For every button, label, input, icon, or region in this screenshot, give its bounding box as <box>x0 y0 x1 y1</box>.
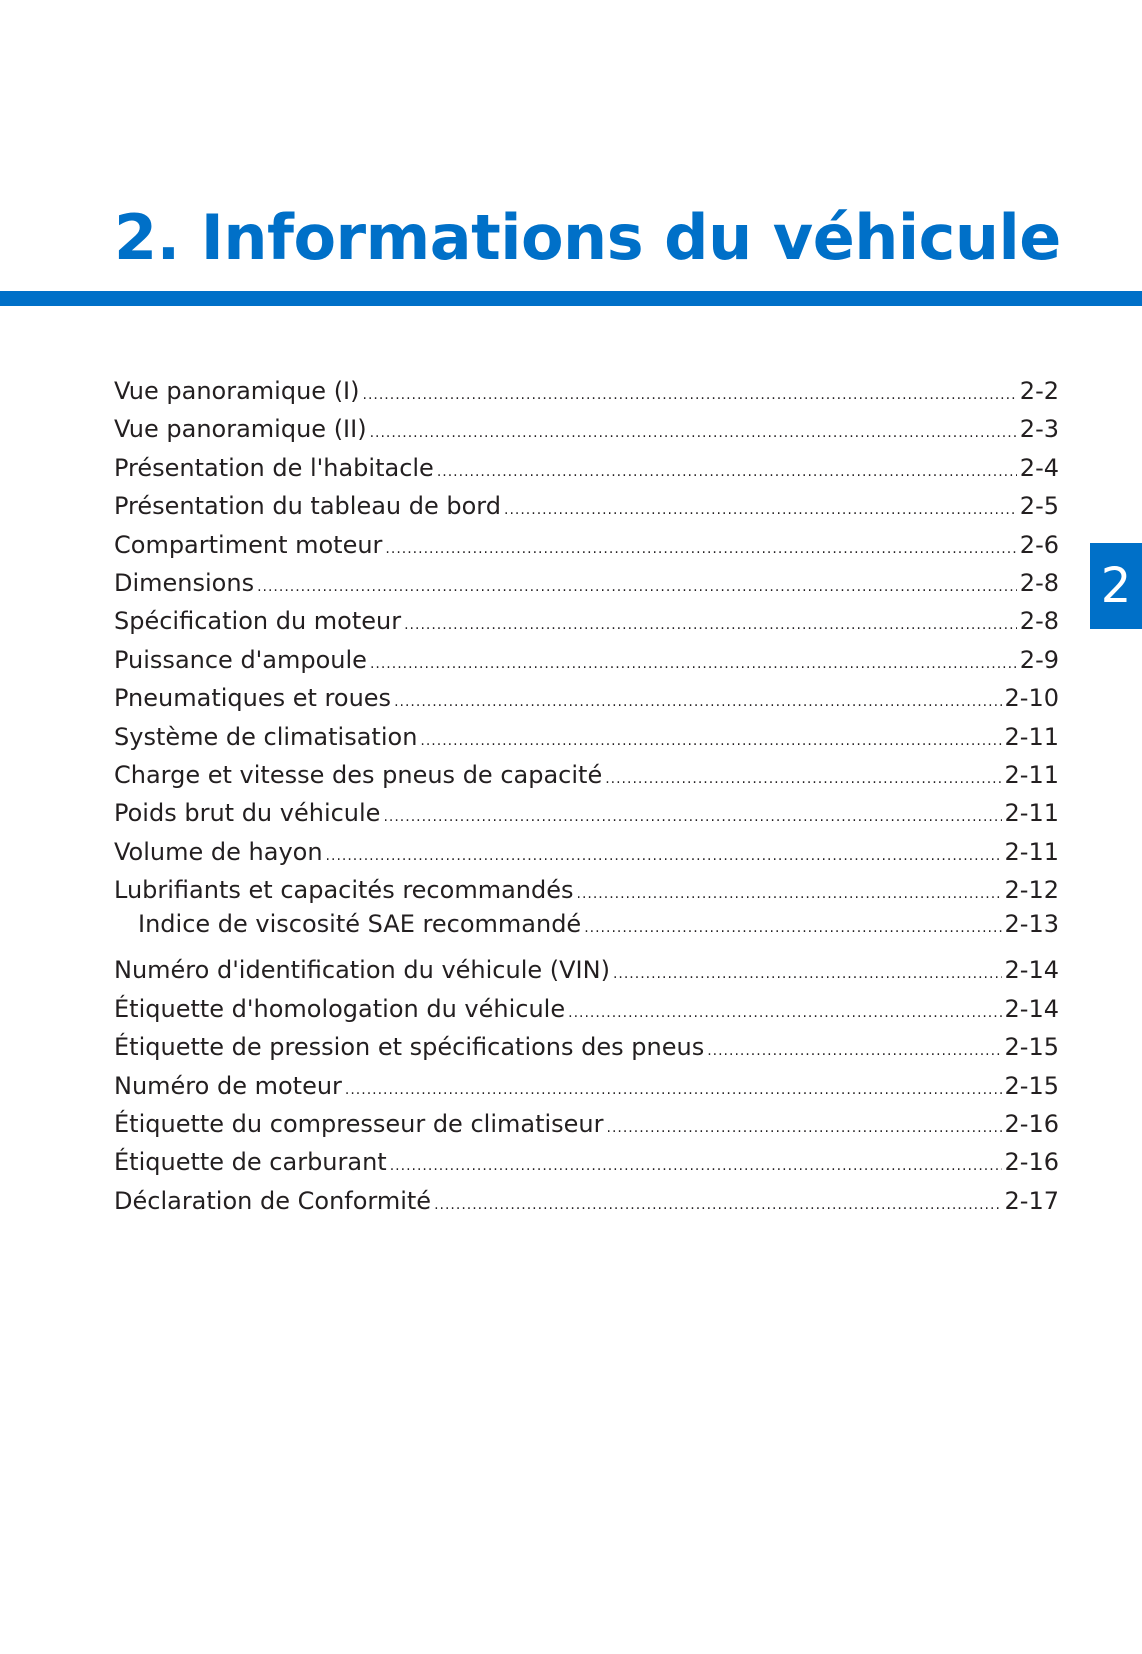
toc-entry-label: Poids brut du véhicule <box>114 799 381 828</box>
toc-entry-page: 2-11 <box>1004 760 1059 789</box>
toc-entry-page: 2-6 <box>1019 530 1059 559</box>
toc-entry-page: 2-3 <box>1019 415 1059 444</box>
toc-entry-page: 2-11 <box>1004 722 1059 751</box>
toc-entry[interactable] <box>114 410 1059 448</box>
toc-dot-leader <box>420 722 1001 760</box>
chapter-title: 2. Informations du véhicule <box>114 201 1061 274</box>
toc-dot-leader <box>390 1147 1002 1185</box>
toc-entry[interactable] <box>114 487 1059 525</box>
toc-subentry[interactable] <box>114 909 1059 939</box>
toc-entry-label: Numéro d'identification du véhicule (VIN) <box>114 956 610 985</box>
toc-entry-label: Indice de viscosité SAE recommandé <box>138 910 582 939</box>
toc-entry-label: Présentation du tableau de bord <box>114 492 501 521</box>
toc-entry-label: Puissance d'ampoule <box>114 645 367 674</box>
toc-entry-page: 2-13 <box>1004 910 1059 939</box>
toc-entry[interactable] <box>114 1143 1059 1181</box>
toc-dot-leader <box>613 955 1002 993</box>
toc-entry-page: 2-16 <box>1004 1110 1059 1139</box>
toc-entry-page: 2-10 <box>1004 684 1059 713</box>
toc-entry[interactable] <box>114 372 1059 410</box>
toc-dot-leader <box>707 1032 1001 1070</box>
toc-entry[interactable] <box>114 1182 1059 1220</box>
toc-entry[interactable] <box>114 756 1059 794</box>
toc-entry[interactable] <box>114 564 1059 602</box>
toc-entry-page: 2-14 <box>1004 994 1059 1023</box>
toc-entry[interactable] <box>114 833 1059 871</box>
toc-entry[interactable] <box>114 718 1059 756</box>
toc-entry-label: Étiquette de carburant <box>114 1148 387 1177</box>
toc-entry-label: Charge et vitesse des pneus de capacité <box>114 760 603 789</box>
toc-entry[interactable] <box>114 679 1059 717</box>
toc-dot-leader <box>383 798 1001 836</box>
toc-dot-leader <box>568 994 1001 1032</box>
toc-entry-page: 2-15 <box>1004 1071 1059 1100</box>
toc-entry-page: 2-15 <box>1004 1033 1059 1062</box>
toc-dot-leader <box>504 491 1017 529</box>
toc-entry-page: 2-4 <box>1019 453 1059 482</box>
toc-entry-label: Lubrifiants et capacités recommandés <box>114 876 574 905</box>
toc-entry-label: Étiquette de pression et spécifications des pneus <box>114 1033 705 1062</box>
toc-entry-label: Spécification du moteur <box>114 607 402 636</box>
toc-entry-page: 2-11 <box>1004 799 1059 828</box>
toc-dot-leader <box>605 760 1001 798</box>
toc-entry-page: 2-12 <box>1004 876 1059 905</box>
toc-entry-label: Volume de hayon <box>114 837 323 866</box>
chapter-tab[interactable]: 2 <box>1090 543 1142 629</box>
toc-dot-leader <box>345 1071 1002 1109</box>
toc-entry[interactable] <box>114 1105 1059 1143</box>
toc-entry[interactable] <box>114 641 1059 679</box>
toc-dot-leader <box>257 568 1017 606</box>
toc-entry-page: 2-2 <box>1019 377 1059 405</box>
toc-entry-page: 2-14 <box>1004 956 1059 985</box>
toc-entry-page: 2-5 <box>1019 492 1059 521</box>
toc-entry-page: 2-11 <box>1004 837 1059 866</box>
table-of-contents <box>114 372 1059 1220</box>
toc-dot-leader <box>370 645 1017 683</box>
toc-entry-page: 2-17 <box>1004 1186 1059 1215</box>
toc-entry[interactable] <box>114 1028 1059 1066</box>
toc-entry[interactable] <box>114 526 1059 564</box>
toc-entry[interactable] <box>114 1067 1059 1105</box>
toc-entry-label: Déclaration de Conformité <box>114 1186 432 1215</box>
toc-entry-label: Étiquette du compresseur de climatiseur <box>114 1110 604 1139</box>
toc-entry-page: 2-8 <box>1019 568 1059 597</box>
toc-entry-label: Vue panoramique (II) <box>114 415 367 444</box>
toc-entry-label: Dimensions <box>114 568 255 597</box>
toc-dot-leader <box>607 1109 1002 1147</box>
toc-entry-page: 2-16 <box>1004 1148 1059 1177</box>
toc-entry[interactable] <box>114 449 1059 487</box>
toc-dot-leader <box>434 1186 1001 1224</box>
toc-dot-leader <box>404 606 1017 644</box>
toc-dot-leader <box>394 683 1001 721</box>
toc-dot-leader <box>326 837 1002 875</box>
toc-entry-page: 2-8 <box>1019 607 1059 636</box>
toc-entry-label: Système de climatisation <box>114 722 418 751</box>
toc-entry-label: Présentation de l'habitacle <box>114 453 434 482</box>
toc-entry-label: Compartiment moteur <box>114 530 383 559</box>
toc-entry[interactable] <box>114 951 1059 989</box>
toc-dot-leader <box>584 913 1001 943</box>
toc-dot-leader <box>363 376 1017 414</box>
toc-entry[interactable] <box>114 990 1059 1028</box>
toc-entry[interactable] <box>114 602 1059 640</box>
toc-entry-page: 2-9 <box>1019 645 1059 674</box>
toc-dot-leader <box>577 875 1002 913</box>
toc-entry[interactable] <box>114 871 1059 909</box>
toc-dot-leader <box>437 453 1017 491</box>
title-rule <box>0 291 1142 306</box>
toc-dot-leader <box>370 414 1017 452</box>
toc-entry-label: Pneumatiques et roues <box>114 684 392 713</box>
toc-entry[interactable] <box>114 794 1059 832</box>
toc-entry-label: Numéro de moteur <box>114 1071 342 1100</box>
toc-entry-label: Vue panoramique (I) <box>114 377 360 405</box>
toc-dot-leader <box>385 530 1016 568</box>
toc-entry-label: Étiquette d'homologation du véhicule <box>114 994 566 1023</box>
